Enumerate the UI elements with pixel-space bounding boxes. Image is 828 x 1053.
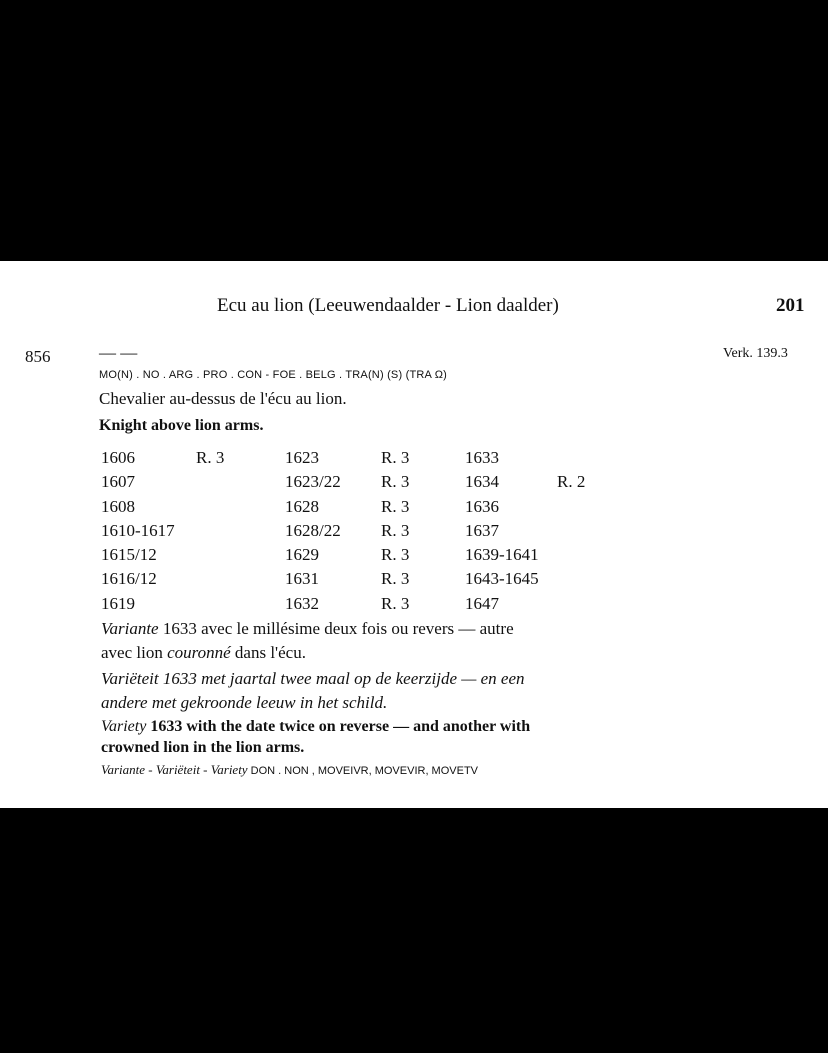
variant-note-french: [101, 619, 514, 639]
year-cell: 1637: [465, 521, 499, 540]
year-cell: 1629: [285, 545, 319, 564]
year-cell: 1623: [285, 448, 319, 467]
description-english: Knight above lion arms.: [99, 417, 264, 434]
rarity-cell: R. 3: [381, 472, 410, 491]
rarity-cell: R. 3: [381, 448, 410, 467]
entry-dashes: — —: [99, 343, 138, 362]
variant-note-french-cont: [101, 643, 306, 663]
year-cell: 1628/22: [285, 521, 341, 540]
rarity-cell: R. 3: [381, 497, 410, 516]
year-cell: 1610-1617: [101, 521, 175, 540]
variant-emphasis: couronné: [167, 643, 231, 662]
page-title: Ecu au lion (Leeuwendaalder - Lion daalder): [217, 295, 559, 316]
year-cell: 1628: [285, 497, 319, 516]
year-cell: 1623/22: [285, 472, 341, 491]
rarity-cell: R. 2: [557, 472, 586, 491]
rarity-cell: R. 3: [381, 594, 410, 613]
rarity-cell: R. 3: [381, 521, 410, 540]
variant-legends-label: Variante - Variëteit - Variety: [101, 762, 248, 777]
variant-note-dutch: Variëteit 1633 met jaartal twee maal op de keerzijde — en een: [101, 669, 525, 688]
year-cell: 1608: [101, 497, 135, 516]
coin-legend: MO(N) . NO . ARG . PRO . CON - FOE . BELG . TRA(N) (S) (TRA Ω): [99, 369, 447, 381]
variant-text: 1633 avec le millésime deux fois ou revers — autre: [158, 619, 514, 638]
year-cell: 1634: [465, 472, 499, 491]
entry-number: 856: [25, 347, 51, 366]
variant-legends: [101, 762, 478, 778]
year-cell: 1631: [285, 569, 319, 588]
year-cell: 1636: [465, 497, 499, 516]
variant-text: 1633 with the date twice on reverse — and another with: [146, 718, 531, 735]
year-cell: 1606: [101, 448, 135, 467]
year-cell: 1619: [101, 594, 135, 613]
reference-number: Verk. 139.3: [723, 346, 788, 361]
variant-legends-text: DON . NON , MOVEIVR, MOVEVIR, MOVETV: [247, 765, 479, 777]
year-cell: 1643-1645: [465, 569, 539, 588]
variant-note-english-cont: crowned lion in the lion arms.: [101, 739, 305, 756]
year-cell: 1647: [465, 594, 499, 613]
description-french: Chevalier au-dessus de l'écu au lion.: [99, 389, 347, 408]
variant-note-english: [101, 718, 530, 736]
year-cell: 1639-1641: [465, 545, 539, 564]
year-cell: 1633: [465, 448, 499, 467]
variant-label: Variety: [101, 718, 147, 735]
rarity-cell: R. 3: [381, 545, 410, 564]
variant-text: dans l'écu.: [230, 643, 306, 662]
rarity-cell: R. 3: [381, 569, 410, 588]
year-cell: 1616/12: [101, 569, 157, 588]
variant-text: avec lion: [101, 643, 168, 662]
variant-note-dutch-cont: andere met gekroonde leeuw in het schild.: [101, 693, 388, 712]
year-cell: 1615/12: [101, 545, 157, 564]
catalog-page: [0, 261, 828, 808]
rarity-cell: R. 3: [196, 448, 225, 467]
year-cell: 1607: [101, 472, 135, 491]
variant-label: Variante: [101, 619, 159, 638]
year-cell: 1632: [285, 594, 319, 613]
page-number: 201: [776, 295, 805, 316]
